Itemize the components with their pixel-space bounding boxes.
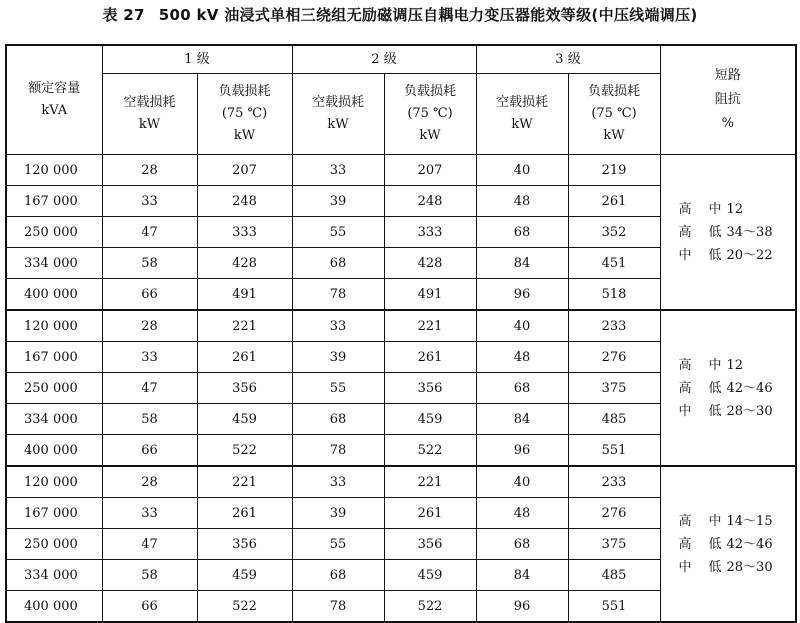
value-cell: 40 — [476, 466, 568, 498]
value-cell: 352 — [568, 217, 660, 248]
value-cell: 522 — [384, 435, 476, 467]
impedance-line — [679, 354, 796, 377]
header-grade-1: 1 级 — [102, 45, 292, 74]
value-cell: 356 — [197, 373, 292, 404]
winding-b: 低 — [708, 224, 722, 240]
impedance-line — [679, 198, 796, 221]
value-cell: 33 — [292, 466, 384, 498]
header-load-loss: 负载损耗 (75 ℃) kW — [197, 74, 292, 155]
value-cell: 459 — [197, 560, 292, 591]
value-cell: 261 — [384, 342, 476, 373]
value-cell: 491 — [384, 279, 476, 311]
value-cell: 233 — [568, 466, 660, 498]
value-cell: 68 — [292, 248, 384, 279]
value-cell: 491 — [197, 279, 292, 311]
value-cell: 551 — [568, 435, 660, 467]
capacity-cell: 334 000 — [6, 560, 102, 591]
value-cell: 276 — [568, 498, 660, 529]
value-cell: 375 — [568, 373, 660, 404]
value-cell: 261 — [568, 186, 660, 217]
value-cell: 221 — [384, 310, 476, 342]
value-cell: 68 — [476, 217, 568, 248]
header-no-load-loss: 空载损耗 kW — [292, 74, 384, 155]
impedance-line — [679, 556, 796, 579]
value-cell: 375 — [568, 529, 660, 560]
impedance-value: 28～30 — [726, 403, 773, 419]
value-cell: 48 — [476, 186, 568, 217]
winding-a: 中 — [678, 247, 692, 263]
value-cell: 66 — [102, 279, 197, 311]
winding-b: 低 — [708, 403, 722, 419]
winding-a: 高 — [678, 513, 692, 529]
value-cell: 55 — [292, 373, 384, 404]
impedance-line — [679, 377, 796, 400]
capacity-cell: 167 000 — [6, 342, 102, 373]
capacity-cell: 250 000 — [6, 373, 102, 404]
table-title — [0, 4, 800, 25]
value-cell: 68 — [476, 529, 568, 560]
value-cell: 47 — [102, 373, 197, 404]
winding-b: 中 — [708, 201, 722, 217]
short-circuit-impedance-cell — [660, 310, 796, 466]
winding-b: 低 — [708, 536, 722, 552]
header-no-load-loss: 空载损耗 kW — [476, 74, 568, 155]
value-cell: 78 — [292, 435, 384, 467]
capacity-cell: 400 000 — [6, 591, 102, 623]
value-cell: 459 — [384, 560, 476, 591]
value-cell: 333 — [384, 217, 476, 248]
winding-b: 低 — [708, 247, 722, 263]
header-load-loss: 负载损耗 (75 ℃) kW — [568, 74, 660, 155]
value-cell: 68 — [292, 404, 384, 435]
value-cell: 40 — [476, 155, 568, 186]
capacity-cell: 167 000 — [6, 186, 102, 217]
value-cell: 219 — [568, 155, 660, 186]
winding-b: 低 — [708, 559, 722, 575]
header-no-load-loss: 空载损耗 kW — [102, 74, 197, 155]
value-cell: 261 — [197, 342, 292, 373]
value-cell: 261 — [384, 498, 476, 529]
table-number: 表 27 — [102, 6, 145, 24]
winding-a: 高 — [678, 357, 692, 373]
value-cell: 33 — [292, 155, 384, 186]
value-cell: 33 — [292, 310, 384, 342]
table-body — [6, 155, 796, 623]
impedance-line — [679, 244, 796, 267]
value-cell: 78 — [292, 591, 384, 623]
value-cell: 428 — [197, 248, 292, 279]
capacity-cell: 250 000 — [6, 217, 102, 248]
value-cell: 451 — [568, 248, 660, 279]
value-cell: 356 — [384, 373, 476, 404]
value-cell: 33 — [102, 186, 197, 217]
header-short-circuit-impedance: 短路 阻抗 % — [660, 45, 796, 155]
impedance-line — [679, 400, 796, 423]
value-cell: 356 — [197, 529, 292, 560]
value-cell: 518 — [568, 279, 660, 311]
value-cell: 84 — [476, 404, 568, 435]
impedance-value: 42～46 — [726, 380, 773, 396]
value-cell: 28 — [102, 310, 197, 342]
value-cell: 58 — [102, 560, 197, 591]
value-cell: 39 — [292, 186, 384, 217]
value-cell: 485 — [568, 560, 660, 591]
value-cell: 33 — [102, 342, 197, 373]
value-cell: 48 — [476, 342, 568, 373]
impedance-line — [679, 510, 796, 533]
value-cell: 233 — [568, 310, 660, 342]
winding-a: 中 — [678, 403, 692, 419]
header-grade-3: 3 级 — [476, 45, 660, 74]
value-cell: 39 — [292, 498, 384, 529]
impedance-value: 42～46 — [726, 536, 773, 552]
capacity-cell: 334 000 — [6, 404, 102, 435]
capacity-cell: 167 000 — [6, 498, 102, 529]
value-cell: 522 — [197, 591, 292, 623]
impedance-value: 20～22 — [726, 247, 773, 263]
value-cell: 47 — [102, 529, 197, 560]
winding-b: 低 — [708, 380, 722, 396]
value-cell: 58 — [102, 248, 197, 279]
value-cell: 55 — [292, 217, 384, 248]
capacity-cell: 120 000 — [6, 310, 102, 342]
value-cell: 47 — [102, 217, 197, 248]
value-cell: 248 — [197, 186, 292, 217]
value-cell: 39 — [292, 342, 384, 373]
winding-b: 中 — [708, 513, 722, 529]
impedance-value: 12 — [726, 357, 744, 373]
value-cell: 68 — [476, 373, 568, 404]
value-cell: 221 — [197, 310, 292, 342]
capacity-cell: 334 000 — [6, 248, 102, 279]
impedance-value: 28～30 — [726, 559, 773, 575]
value-cell: 276 — [568, 342, 660, 373]
impedance-line — [679, 221, 796, 244]
header-rated-capacity: 额定容量 kVA — [6, 45, 102, 155]
value-cell: 48 — [476, 498, 568, 529]
value-cell: 66 — [102, 435, 197, 467]
winding-a: 高 — [678, 224, 692, 240]
value-cell: 459 — [384, 404, 476, 435]
value-cell: 459 — [197, 404, 292, 435]
value-cell: 221 — [384, 466, 476, 498]
value-cell: 28 — [102, 155, 197, 186]
value-cell: 28 — [102, 466, 197, 498]
value-cell: 40 — [476, 310, 568, 342]
table-row — [6, 466, 796, 498]
value-cell: 58 — [102, 404, 197, 435]
value-cell: 68 — [292, 560, 384, 591]
capacity-cell: 400 000 — [6, 279, 102, 311]
value-cell: 84 — [476, 560, 568, 591]
value-cell: 55 — [292, 529, 384, 560]
impedance-value: 14～15 — [726, 513, 773, 529]
value-cell: 96 — [476, 591, 568, 623]
winding-a: 中 — [678, 559, 692, 575]
value-cell: 207 — [384, 155, 476, 186]
efficiency-grade-table — [5, 44, 797, 623]
capacity-cell: 400 000 — [6, 435, 102, 467]
value-cell: 66 — [102, 591, 197, 623]
value-cell: 485 — [568, 404, 660, 435]
value-cell: 356 — [384, 529, 476, 560]
value-cell: 221 — [197, 466, 292, 498]
impedance-value: 34～38 — [726, 224, 773, 240]
winding-a: 高 — [678, 380, 692, 396]
impedance-line — [679, 533, 796, 556]
value-cell: 96 — [476, 435, 568, 467]
value-cell: 78 — [292, 279, 384, 311]
value-cell: 248 — [384, 186, 476, 217]
value-cell: 96 — [476, 279, 568, 311]
header-load-loss: 负载损耗 (75 ℃) kW — [384, 74, 476, 155]
value-cell: 428 — [384, 248, 476, 279]
value-cell: 207 — [197, 155, 292, 186]
table-row — [6, 310, 796, 342]
value-cell: 33 — [102, 498, 197, 529]
winding-a: 高 — [678, 201, 692, 217]
capacity-cell: 120 000 — [6, 155, 102, 186]
value-cell: 333 — [197, 217, 292, 248]
value-cell: 522 — [384, 591, 476, 623]
short-circuit-impedance-cell — [660, 155, 796, 311]
winding-b: 中 — [708, 357, 722, 373]
impedance-value: 12 — [726, 201, 744, 217]
header-grade-2: 2 级 — [292, 45, 476, 74]
value-cell: 261 — [197, 498, 292, 529]
capacity-cell: 250 000 — [6, 529, 102, 560]
table-row — [6, 155, 796, 186]
short-circuit-impedance-cell — [660, 466, 796, 622]
value-cell: 522 — [197, 435, 292, 467]
value-cell: 551 — [568, 591, 660, 623]
table-caption: 500 kV 油浸式单相三绕组无励磁调压自耦电力变压器能效等级(中压线端调压) — [158, 6, 698, 24]
value-cell: 84 — [476, 248, 568, 279]
capacity-cell: 120 000 — [6, 466, 102, 498]
winding-a: 高 — [678, 536, 692, 552]
